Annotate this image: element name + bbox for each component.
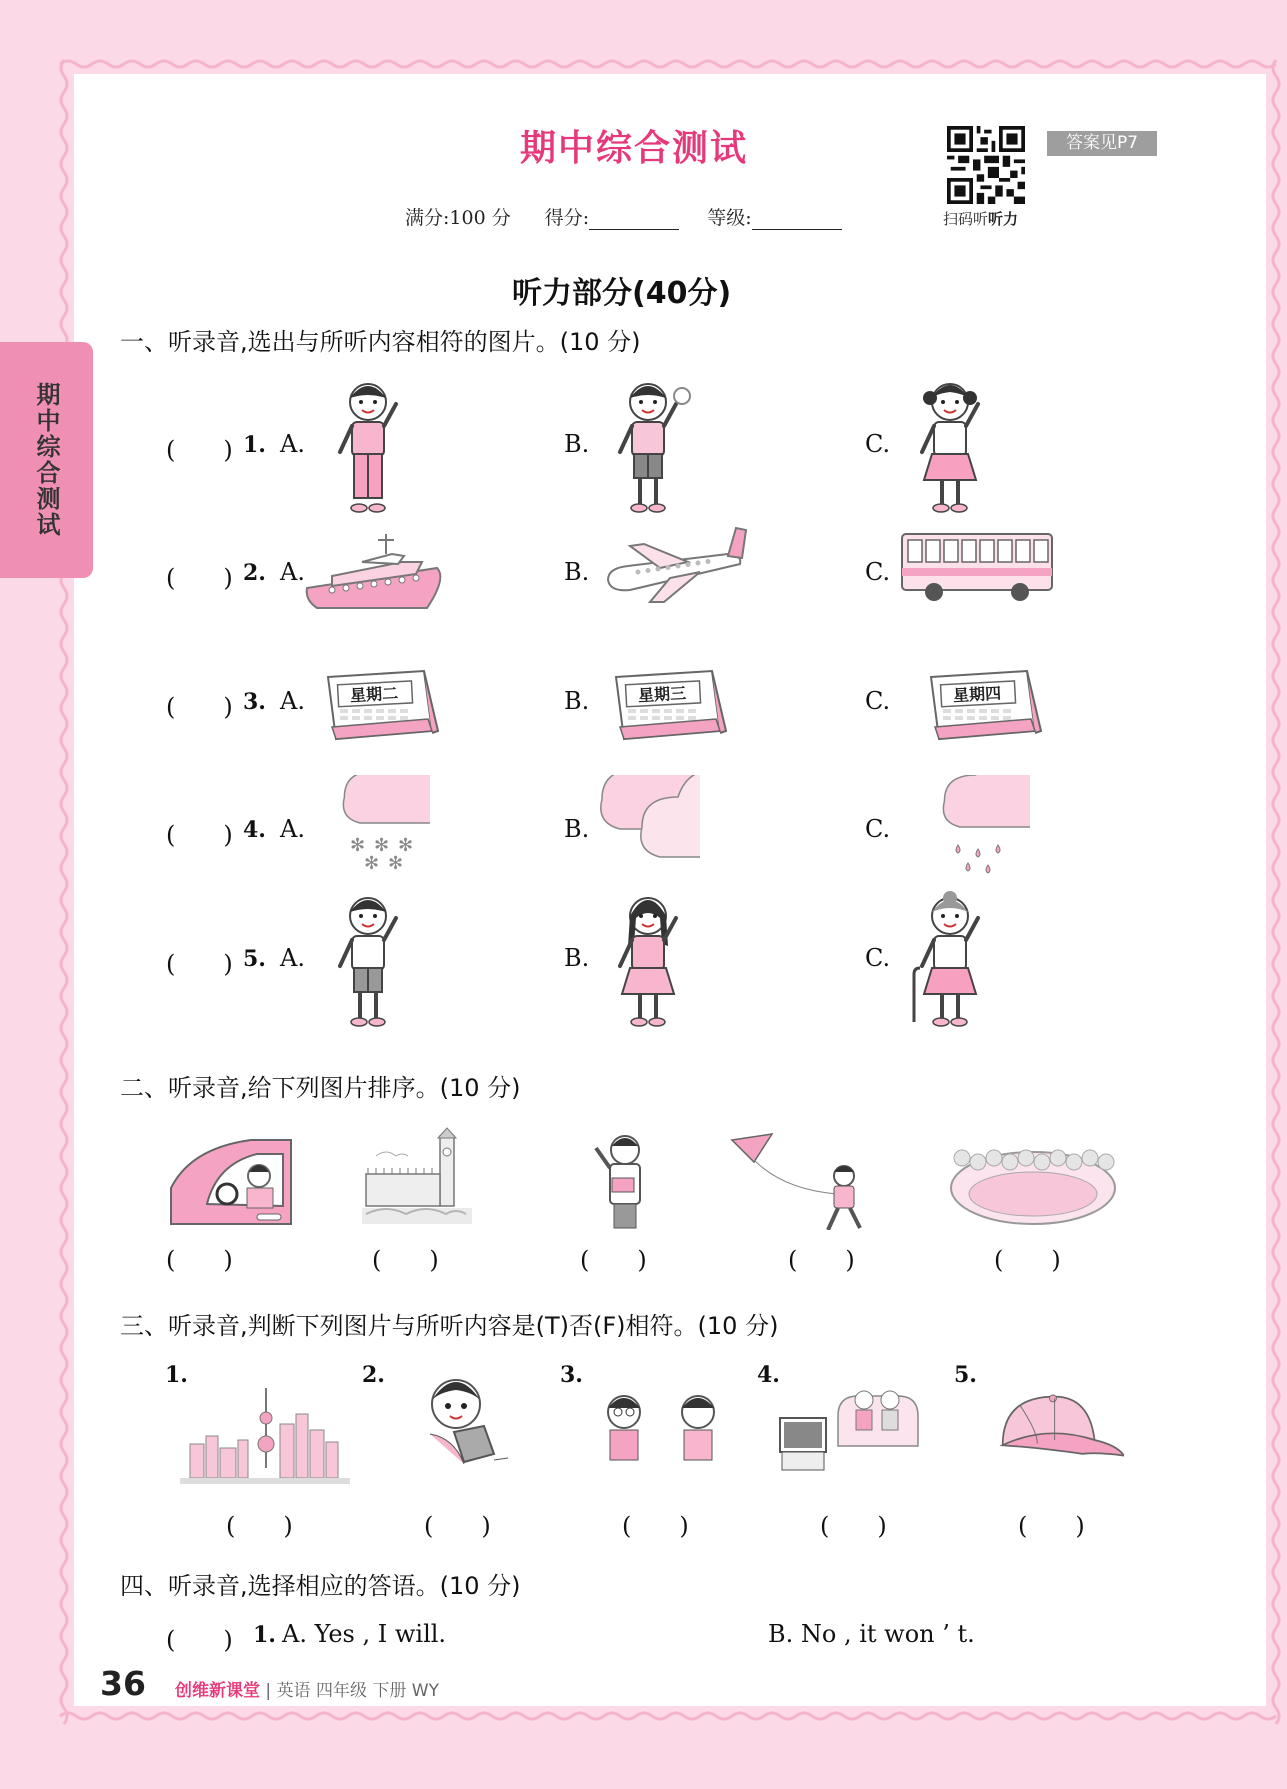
big-ben-london-icon[interactable]: [362, 1126, 472, 1226]
cloudy-icon[interactable]: [600, 775, 700, 875]
question-number: 2.: [243, 560, 266, 586]
option-a[interactable]: A.: [280, 944, 305, 972]
question-number: 1.: [253, 1622, 276, 1648]
option-c[interactable]: C.: [865, 430, 891, 458]
boy-waving-icon[interactable]: [598, 374, 698, 514]
item-number: 4.: [757, 1362, 780, 1388]
order-blank[interactable]: ( ): [372, 1246, 439, 1274]
option-c[interactable]: C.: [865, 687, 891, 715]
calendar-wednesday-icon[interactable]: [610, 657, 730, 747]
calendar-thursday-icon[interactable]: [925, 657, 1045, 747]
order-blank[interactable]: ( ): [994, 1246, 1061, 1274]
tf-blank[interactable]: ( ): [424, 1512, 491, 1540]
girl-skirt-icon[interactable]: [900, 374, 1000, 514]
section1-title: 一、听录音,选出与所听内容相符的图片。(10 分): [120, 328, 641, 356]
option-b[interactable]: B.: [564, 815, 590, 843]
girl-icon[interactable]: [598, 888, 698, 1028]
question-number: 4.: [243, 817, 266, 843]
grandma-icon[interactable]: [900, 888, 1000, 1028]
option-c[interactable]: C.: [865, 558, 891, 586]
part-title: 听力部分(40分): [512, 276, 732, 311]
svg-text:星期四: 星期四: [952, 683, 1002, 706]
answer-blank[interactable]: ( ): [166, 693, 233, 721]
order-blank[interactable]: ( ): [580, 1246, 647, 1274]
item-number: 5.: [954, 1362, 977, 1388]
option-b[interactable]: B. No , it won ’ t.: [768, 1620, 975, 1648]
family-watching-tv-icon[interactable]: [778, 1376, 938, 1476]
question-number: 5.: [243, 946, 266, 972]
snow-cloud-icon[interactable]: [330, 775, 430, 875]
rain-cloud-icon[interactable]: [930, 775, 1030, 875]
svg-text:星期三: 星期三: [637, 683, 687, 706]
answer-badge: 答案见P7: [1047, 131, 1157, 156]
answer-blank[interactable]: ( ): [166, 950, 233, 978]
section2-title: 二、听录音,给下列图片排序。(10 分): [120, 1074, 521, 1102]
bus-icon[interactable]: [900, 518, 1060, 628]
answer-blank[interactable]: ( ): [166, 1626, 233, 1654]
boy-icon[interactable]: [318, 888, 418, 1028]
girl-reading-icon[interactable]: [410, 1374, 510, 1478]
option-b[interactable]: B.: [564, 558, 590, 586]
item-number: 2.: [362, 1362, 385, 1388]
qr-caption: [943, 208, 1018, 229]
grade-blank[interactable]: [752, 211, 842, 230]
airplane-icon[interactable]: [600, 518, 760, 628]
qr-caption-prefix: 扫码听: [943, 210, 989, 228]
tf-blank[interactable]: ( ): [1018, 1512, 1085, 1540]
question-number: 1.: [243, 432, 266, 458]
grade-label: 等级:: [707, 207, 752, 229]
option-b[interactable]: B.: [564, 430, 590, 458]
brand-name: 创维新课堂: [175, 1681, 260, 1701]
option-a[interactable]: A.: [280, 430, 305, 458]
man-reading-book-icon[interactable]: [580, 1124, 670, 1234]
tf-blank[interactable]: ( ): [622, 1512, 689, 1540]
cap-icon[interactable]: [994, 1382, 1124, 1472]
svg-text:✻: ✻: [364, 853, 380, 874]
item-number: 3.: [560, 1362, 583, 1388]
section4-title: 四、听录音,选择相应的答语。(10 分): [120, 1572, 521, 1600]
score-line: [405, 203, 864, 230]
book-info: 英语 四年级 下册 WY: [276, 1681, 439, 1701]
option-a[interactable]: A.: [280, 558, 305, 586]
question-number: 3.: [243, 689, 266, 715]
option-c[interactable]: C.: [865, 815, 891, 843]
side-tab: [0, 342, 93, 578]
option-b[interactable]: B.: [564, 687, 590, 715]
page-number: 36: [100, 1664, 146, 1703]
calendar-tuesday-icon[interactable]: [322, 657, 442, 747]
section3-title: 三、听录音,判断下列图片与所听内容是(T)否(F)相符。(10 分): [120, 1312, 779, 1340]
order-blank[interactable]: ( ): [166, 1246, 233, 1274]
answer-blank[interactable]: ( ): [166, 821, 233, 849]
footer-brand: 创维新课堂 | 英语 四年级 下册 WY: [175, 1681, 439, 1701]
score-blank[interactable]: [589, 211, 679, 230]
ship-icon[interactable]: [302, 518, 462, 628]
boy-pink-outfit-icon[interactable]: [318, 374, 418, 514]
shanghai-skyline-icon[interactable]: [180, 1384, 350, 1484]
qr-caption-bold: 听力: [988, 210, 1019, 228]
tf-blank[interactable]: ( ): [820, 1512, 887, 1540]
option-a[interactable]: A. Yes , I will.: [282, 1620, 447, 1648]
answer-blank[interactable]: ( ): [166, 436, 233, 464]
answer-blank[interactable]: ( ): [166, 564, 233, 592]
tf-blank[interactable]: ( ): [226, 1512, 293, 1540]
side-tab-label: 期中综合测试: [32, 382, 60, 538]
qr-code-icon[interactable]: [945, 126, 1027, 204]
item-number: 1.: [165, 1362, 188, 1388]
option-b[interactable]: B.: [564, 944, 590, 972]
score-label: 得分:: [544, 207, 590, 229]
order-blank[interactable]: ( ): [788, 1246, 855, 1274]
lake-park-icon[interactable]: [948, 1138, 1118, 1230]
page-title: 期中综合测试: [520, 128, 749, 169]
two-boys-talking-icon[interactable]: [598, 1386, 738, 1466]
svg-text:星期二: 星期二: [349, 683, 399, 706]
man-driving-car-icon[interactable]: [164, 1134, 300, 1232]
option-a[interactable]: A.: [280, 815, 305, 843]
option-c[interactable]: C.: [865, 944, 891, 972]
svg-text:✻: ✻: [350, 835, 366, 856]
option-a[interactable]: A.: [280, 687, 305, 715]
svg-text:✻: ✻: [374, 835, 390, 856]
svg-text:✻: ✻: [398, 835, 414, 856]
girl-flying-kite-icon[interactable]: [728, 1130, 888, 1230]
svg-text:✻: ✻: [388, 853, 404, 874]
full-score: 满分:100 分: [405, 207, 511, 229]
